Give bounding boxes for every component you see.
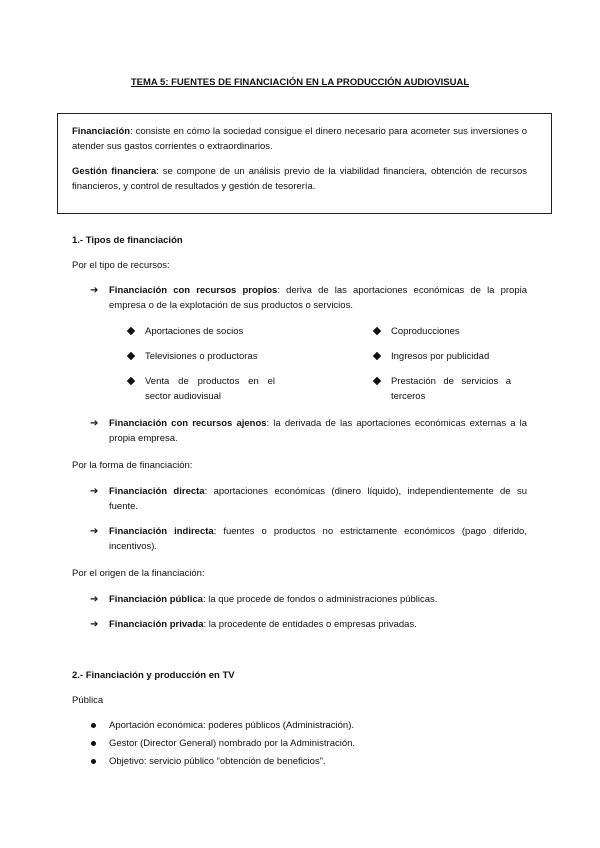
- section-2-heading: 2.- Financiación y producción en TV: [72, 670, 235, 681]
- diamond-bullet-icon: [373, 327, 381, 335]
- tv-bullet-1: Aportación económica: poderes públicos (Administración).: [109, 720, 355, 731]
- own-item-left-1: Aportaciones de socios: [145, 326, 244, 337]
- arrow-icon: ➔: [90, 418, 99, 429]
- by-origin-label: Por el origen de la financiación:: [72, 568, 205, 579]
- own-item-right-2: Ingresos por publicidad: [391, 351, 490, 362]
- own-item-left-3: Venta de productos en el sector audiovisual: [145, 376, 275, 402]
- by-form-label: Por la forma de financiación:: [72, 460, 193, 471]
- external-resources-item: Financiación con recursos ajenos: la derivada de las aportaciones económicas externas a la propia empresa.: [109, 418, 527, 444]
- bullet-icon: [91, 741, 96, 746]
- tv-bullet-3: Objetivo: servicio público “obtención de beneficios”.: [109, 756, 326, 767]
- page-title: TEMA 5: FUENTES DE FINANCIACIÓN EN LA PRODUCCIÓN AUDIOVISUAL: [130, 77, 470, 88]
- own-resources-item: Financiación con recursos propios: deriva de las aportaciones económicas de la propia empresa o de la explotación de sus productos o servicios.: [109, 285, 527, 311]
- arrow-icon: ➔: [90, 526, 99, 537]
- bullet-icon: [91, 759, 96, 764]
- public-subheading: Pública: [72, 695, 104, 706]
- diamond-bullet-icon: [127, 352, 135, 360]
- arrow-icon: ➔: [90, 619, 99, 630]
- definition-gestion-financiera: Gestión financiera: se compone de un análisis previo de la viabilidad financiera, obtención de recursos financieros, y control de resultados y gestión de tesorería.: [72, 166, 527, 192]
- own-item-right-3: Prestación de servicios a terceros: [391, 376, 511, 402]
- arrow-icon: ➔: [90, 594, 99, 605]
- arrow-icon: ➔: [90, 486, 99, 497]
- own-item-right-1: Coproducciones: [391, 326, 460, 337]
- indirect-financing-item: Financiación indirecta: fuentes o productos no estrictamente económicos (pago diferido, incentivos).: [109, 526, 527, 552]
- own-item-left-2: Televisiones o productoras: [145, 351, 258, 362]
- section-1-heading: 1.- Tipos de financiación: [72, 235, 183, 246]
- diamond-bullet-icon: [373, 352, 381, 360]
- private-financing-item: Financiación privada: la procedente de entidades o empresas privadas.: [109, 619, 417, 630]
- bullet-icon: [91, 723, 96, 728]
- direct-financing-item: Financiación directa: aportaciones económicas (dinero líquido), independientemente de su fuente.: [109, 486, 527, 512]
- diamond-bullet-icon: [373, 377, 381, 385]
- arrow-icon: ➔: [90, 285, 99, 296]
- tv-bullet-2: Gestor (Director General) nombrado por la Administración.: [109, 738, 356, 749]
- diamond-bullet-icon: [127, 377, 135, 385]
- by-resources-label: Por el tipo de recursos:: [72, 260, 170, 271]
- definition-financiacion: Financiación: consiste en cómo la sociedad consigue el dinero necesario para acometer sus inversiones o atender sus gastos corrientes o extraordinarios.: [72, 126, 527, 152]
- diamond-bullet-icon: [127, 327, 135, 335]
- public-financing-item: Financiación pública: la que procede de fondos o administraciones públicas.: [109, 594, 438, 605]
